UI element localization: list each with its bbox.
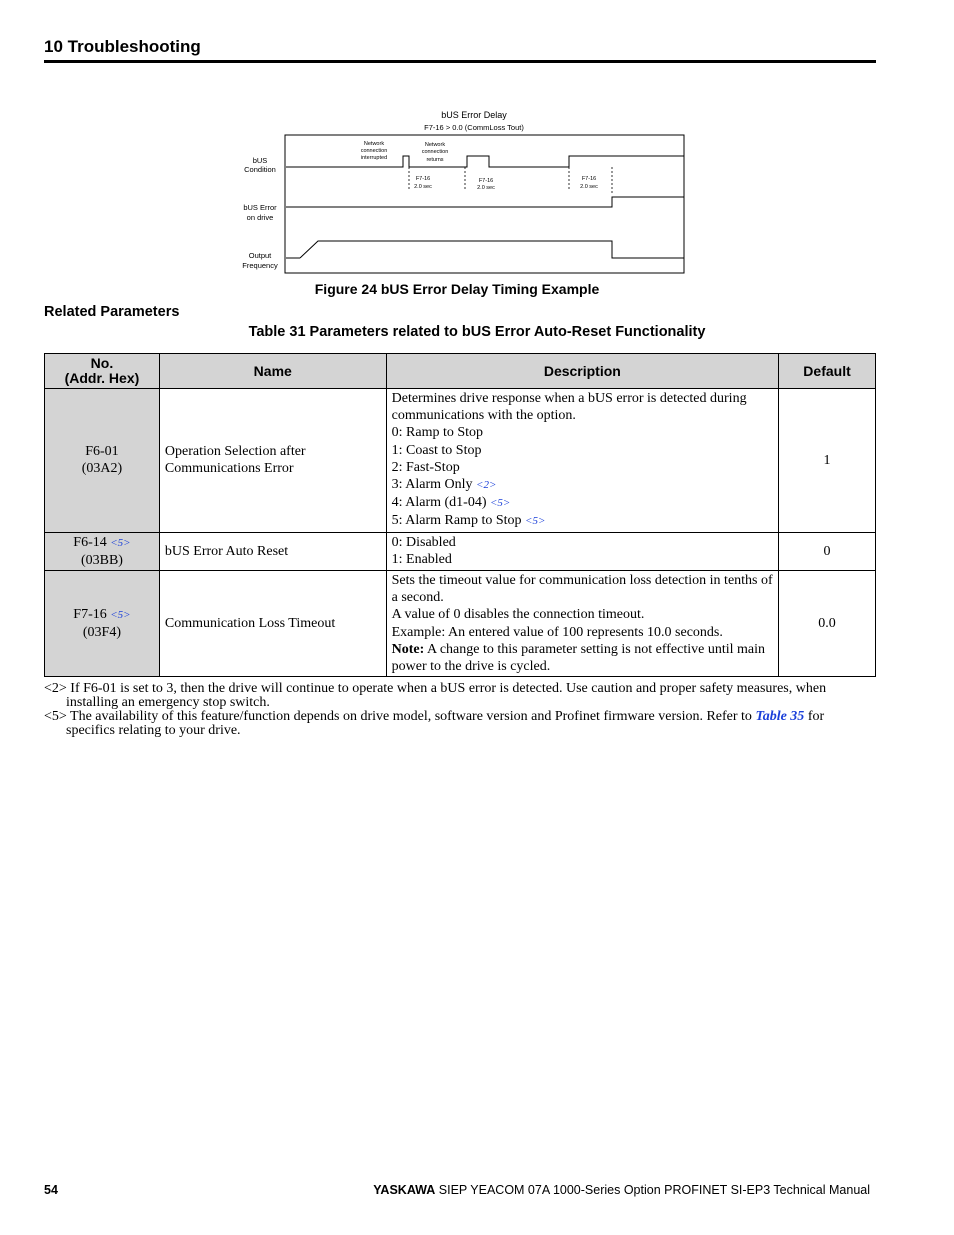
output-frequency-waveform (300, 241, 684, 258)
param-number-cell (45, 571, 160, 677)
description-line-with-ref (392, 512, 773, 530)
table-row (45, 532, 876, 570)
header-name: Name (159, 354, 386, 389)
description-note (392, 641, 773, 675)
footnote-5-text-end: for specifics relating to your drive. (66, 709, 825, 738)
header-no (45, 354, 160, 389)
description-line: 1: Enabled (391, 552, 452, 568)
param-name-line1: Operation Selection after (164, 444, 306, 460)
param-number-cell (45, 532, 160, 570)
related-parameters-heading: Related Parameters (44, 304, 180, 320)
bus-condition-waveform (286, 156, 684, 167)
param-number: F6-14 (73, 534, 107, 550)
footnote-5 (44, 710, 876, 738)
label-bus-condition-line1: bUS (252, 156, 268, 165)
label-output-line2: Frequency (242, 261, 278, 270)
table-caption: Table 31 Parameters related to bUS Error Auto-Reset Functionality (248, 324, 706, 340)
param-address: (03F4) (82, 625, 121, 641)
param-name-line2: Communications Error (164, 461, 294, 477)
brand-name: YASKAWA (373, 1183, 436, 1197)
bus-error-waveform (286, 197, 684, 207)
description-text: 5: Alarm Ramp to Stop (391, 513, 522, 529)
page-number: 54 (44, 1183, 58, 1197)
footnote-ref-link[interactable]: <5> (110, 608, 131, 621)
parameters-table (44, 353, 876, 677)
figure-caption (0, 281, 954, 297)
delay-label-3-param: F7-16 (581, 176, 597, 182)
section-title: 10 Troubleshooting (44, 37, 201, 56)
description-line: 0: Ramp to Stop (391, 425, 484, 441)
figure-caption-text: Figure 24 bUS Error Delay Timing Example (314, 281, 600, 297)
annot-returns-line1: Network (424, 142, 446, 148)
footnote-ref-link[interactable]: <5> (490, 497, 511, 510)
description-line: A value of 0 disables the connection timeout. (391, 607, 645, 623)
param-default-cell: 0.0 (779, 571, 876, 677)
header-default: Default (779, 354, 876, 389)
annot-interrupted-line1: Network (363, 141, 385, 147)
description-line-with-ref (392, 494, 773, 512)
footnote-2: <2> If F6-01 is set to 3, then the drive will continue to operate when a bUS error is detected. Use caution and proper safety measures, when installing an emergency stop switch. (44, 681, 827, 710)
description-text: 3: Alarm Only (391, 477, 473, 493)
footnote-ref-link[interactable]: <5> (525, 515, 546, 528)
header-description: Description (386, 354, 778, 389)
diagram-title: bUS Error Delay (441, 110, 507, 120)
table-row (45, 571, 876, 677)
delay-label-2-param: F7-16 (478, 178, 494, 184)
table-35-link[interactable]: Table 35 (755, 709, 805, 724)
delay-label-1-param: F7-16 (415, 176, 431, 182)
description-text: 4: Alarm (d1-04) (391, 495, 487, 511)
delay-label-1-value: 2.0 sec (414, 184, 432, 190)
footnote-ref-link[interactable]: <5> (110, 536, 131, 549)
timing-diagram (230, 105, 700, 280)
note-text: A change to this parameter setting is not effective until main power to the drive is cycled. (391, 641, 765, 675)
param-description-cell (386, 389, 778, 533)
footnote-5-text: <5> The availability of this feature/function depends on drive model, software version and Profinet firmware version. Refer to (44, 709, 756, 724)
description-line: Determines drive response when a bUS error is detected during communications with the option. (391, 391, 747, 424)
param-address: (03A2) (81, 461, 123, 477)
label-bus-condition-line2: Condition (244, 165, 276, 174)
header-no-line2: (Addr. Hex) (64, 370, 140, 386)
table-header-row (45, 354, 876, 389)
param-description-cell (386, 571, 778, 677)
description-line: 0: Disabled (391, 535, 456, 551)
manual-title: SIEP YEACOM 07A 1000-Series Option PROFINET SI-EP3 Technical Manual (435, 1183, 870, 1197)
manual-footer (373, 1183, 870, 1197)
param-number: F6-01 (85, 444, 119, 460)
delay-label-3-value: 2.0 sec (580, 184, 598, 190)
annot-returns-line2: connection (421, 149, 449, 155)
param-number-with-ref (50, 534, 154, 552)
param-description-cell (386, 532, 778, 570)
note-label: Note: (391, 641, 425, 657)
description-line: Example: An entered value of 100 represents 10.0 seconds. (391, 624, 723, 640)
annot-interrupted-line3: interrupted (360, 155, 388, 161)
annot-interrupted-line2: connection (360, 148, 388, 154)
param-name-cell: bUS Error Auto Reset (159, 532, 386, 570)
table-row (45, 389, 876, 533)
param-name-cell: Communication Loss Timeout (159, 571, 386, 677)
description-line: 2: Fast-Stop (391, 459, 460, 475)
param-default-cell: 0 (779, 532, 876, 570)
label-bus-error-line2: on drive (246, 213, 274, 222)
footnote-ref-link[interactable]: <2> (476, 479, 497, 492)
param-number: F7-16 (73, 606, 107, 622)
header-rule (44, 60, 876, 63)
label-output-line1: Output (248, 251, 272, 260)
description-line-with-ref (392, 476, 773, 494)
label-bus-error-line1: bUS Error (243, 203, 277, 212)
delay-label-2-value: 2.0 sec (477, 185, 495, 191)
description-line: 1: Coast to Stop (391, 442, 482, 458)
param-address: (03BB) (80, 552, 123, 568)
footnotes (44, 682, 876, 738)
annot-returns-line3: returns (426, 157, 444, 163)
param-default-cell: 1 (779, 389, 876, 533)
param-name-cell (159, 389, 386, 533)
description-line: Sets the timeout value for communication loss detection in tenths of a second. (391, 573, 773, 606)
diagram-subtitle: F7-16 > 0.0 (CommLoss Tout) (424, 123, 524, 132)
param-number-with-ref (50, 606, 154, 624)
param-number-cell (45, 389, 160, 533)
header-no-line1: No. (90, 355, 114, 371)
